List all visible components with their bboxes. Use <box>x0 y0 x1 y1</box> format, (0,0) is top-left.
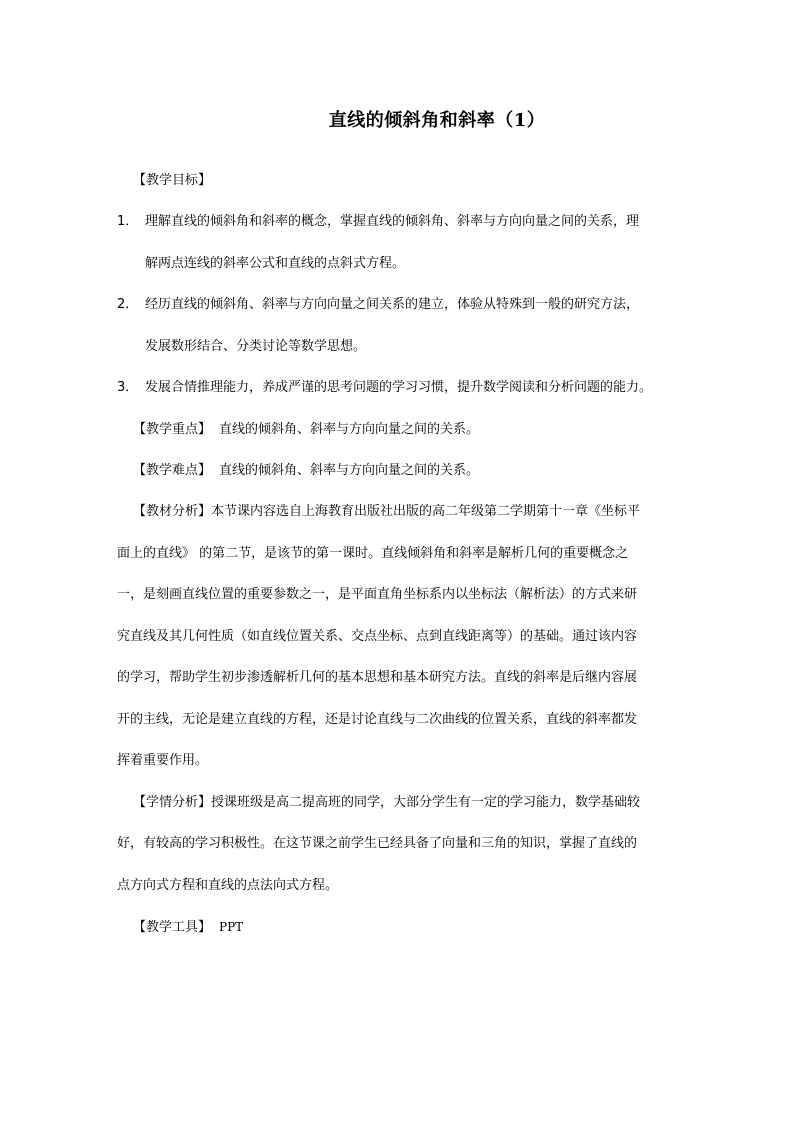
goal-item-3-text: 发展合情推理能力，养成严谨的思考问题的学习习惯，提升数学阅读和分析问题的能力。 <box>145 380 653 395</box>
material-analysis-line-1: 【教材分析】本节课内容选自上海教育出版社出版的高二年级第二学期第十一章《坐标平 <box>133 504 641 519</box>
material-analysis-line-3: 一，是刻画直线位置的重要参数之一，是平面直角坐标系内以坐标法（解析法）的方式来研 <box>117 587 638 602</box>
goal-item-2-line1 <box>117 296 639 314</box>
key-point-text: 直线的倾斜角、斜率与方向向量之间的关系。 <box>219 422 480 437</box>
material-analysis-line-7: 挥着重要作用。 <box>117 753 209 768</box>
goal-item-1-line1 <box>117 213 639 231</box>
material-analysis-heading: 【教材分析】 <box>133 504 212 519</box>
material-analysis-line-2: 面上的直线》 的第二节，是该节的第一课时。直线倾斜角和斜率是解析几何的重要概念之 <box>117 546 629 561</box>
tools-heading: 【教学工具】 <box>133 920 212 935</box>
student-analysis-line-3: 点方向式方程和直线的点法向式方程。 <box>117 878 339 893</box>
tools-text: PPT <box>219 920 244 934</box>
goal-item-2-text: 经历直线的倾斜角、斜率与方向向量之间关系的建立，体验从特殊到一般的研究方法， <box>145 297 640 312</box>
material-analysis-line-4: 究直线及其几何性质（如直线位置关系、交点坐标、点到直线距离等）的基础。通过该内容 <box>117 629 638 644</box>
difficult-point-heading: 【教学难点】 <box>133 463 212 478</box>
goal-item-1-line2: 解两点连线的斜率公式和直线的点斜式方程。 <box>145 256 406 271</box>
material-analysis-line-5: 的学习，帮助学生初步渗透解析几何的基本思想和基本研究方法。直线的斜率是后继内容展 <box>117 670 638 685</box>
student-analysis-heading: 【学情分析】 <box>133 795 212 810</box>
difficult-point-text: 直线的倾斜角、斜率与方向向量之间的关系。 <box>219 463 480 478</box>
goal-item-3-line1 <box>117 379 652 397</box>
tools-row <box>133 918 243 937</box>
goal-item-1-number: 1． <box>117 214 139 229</box>
page-title: 直线的倾斜角和斜率（1） <box>328 110 546 131</box>
goal-item-2-line2: 发展数形结合、分类讨论等数学思想。 <box>145 339 367 354</box>
goals-heading: 【教学目标】 <box>133 173 212 188</box>
key-point-row <box>133 421 479 439</box>
key-point-heading: 【教学重点】 <box>133 422 212 437</box>
goal-item-3-number: 3． <box>117 380 139 395</box>
difficult-point-row <box>133 462 479 480</box>
goal-item-2-number: 2． <box>117 297 139 312</box>
goal-item-1-text: 理解直线的倾斜角和斜率的概念，掌握直线的倾斜角、斜率与方向向量之间的关系，理 <box>145 214 640 229</box>
student-analysis-line-2: 好，有较高的学习积极性。在这节课之前学生已经具备了向量和三角的知识，掌握了直线的 <box>117 836 638 851</box>
material-analysis-line-6: 开的主线，无论是建立直线的方程，还是讨论直线与二次曲线的位置关系，直线的斜率都发 <box>117 712 638 727</box>
student-analysis-line-1: 【学情分析】授课班级是高二提高班的同学，大部分学生有一定的学习能力，数学基础较 <box>133 795 641 810</box>
